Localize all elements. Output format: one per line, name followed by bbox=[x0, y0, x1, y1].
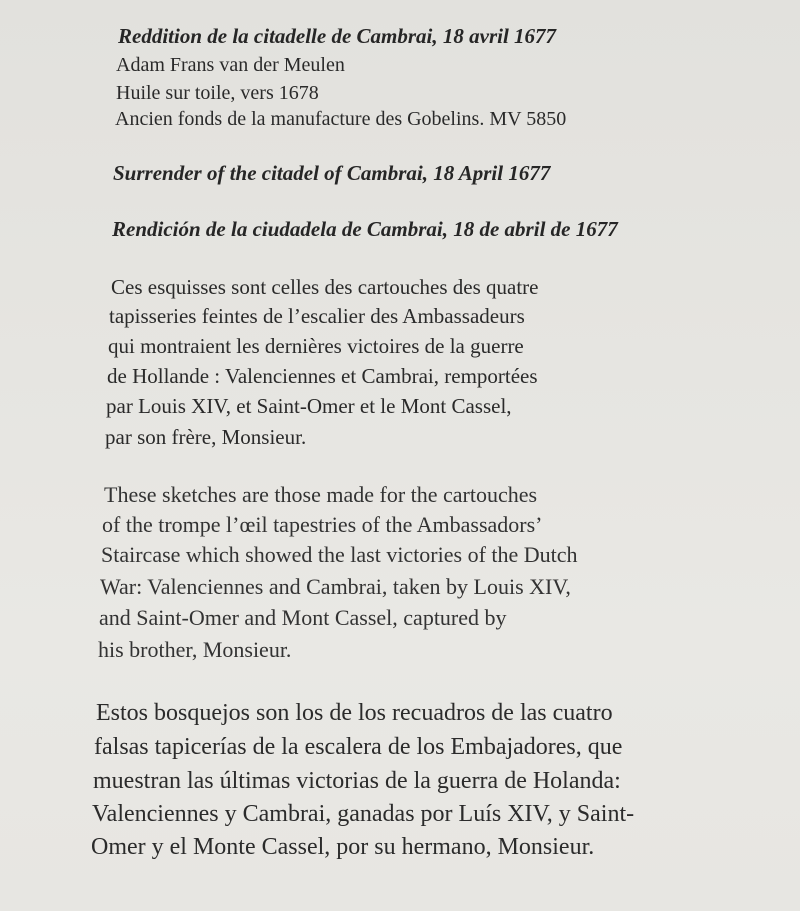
paragraph-es-line: Valenciennes y Cambrai, ganadas por Luís XIV, y Saint- bbox=[92, 801, 635, 827]
title-french: Reddition de la citadelle de Cambrai, 18 avril 1677 bbox=[118, 24, 557, 48]
provenance-line bbox=[115, 108, 566, 131]
paragraph-fr-line: par Louis XIV, et Saint-Omer et le Mont Cassel, bbox=[106, 394, 512, 418]
paragraph-es-line: muestran las últimas victorias de la guerra de Holanda: bbox=[93, 768, 621, 794]
paragraph-en-line: Staircase which showed the last victories of the Dutch bbox=[101, 542, 578, 567]
paragraph-en-line: of the trompe l’œil tapestries of the Ambassadors’ bbox=[102, 512, 543, 537]
title-spanish: Rendición de la ciudadela de Cambrai, 18 de abril de 1677 bbox=[112, 217, 618, 241]
artist-name: Adam Frans van der Meulen bbox=[116, 54, 345, 76]
paragraph-es-line: falsas tapicerías de la escalera de los Embajadores, que bbox=[94, 734, 623, 760]
inventory-number: MV 5850 bbox=[489, 108, 567, 130]
paragraph-es-line: Omer y el Monte Cassel, por su hermano, Monsieur. bbox=[91, 834, 595, 860]
paragraph-fr-line: qui montraient les dernières victoires de la guerre bbox=[108, 334, 524, 358]
title-english: Surrender of the citadel of Cambrai, 18 April 1677 bbox=[113, 161, 551, 185]
paragraph-fr-line: par son frère, Monsieur. bbox=[105, 425, 307, 449]
paragraph-en-line: These sketches are those made for the cartouches bbox=[104, 482, 538, 507]
paragraph-fr-line: de Hollande : Valenciennes et Cambrai, remportées bbox=[107, 364, 538, 388]
paragraph-en-line: his brother, Monsieur. bbox=[98, 637, 292, 662]
medium-date: Huile sur toile, vers 1678 bbox=[116, 82, 319, 104]
paragraph-fr-line: tapisseries feintes de l’escalier des Ambassadeurs bbox=[109, 304, 525, 328]
paragraph-fr-line: Ces esquisses sont celles des cartouches des quatre bbox=[111, 275, 539, 299]
paragraph-es-line: Estos bosquejos son los de los recuadros de las cuatro bbox=[96, 700, 613, 726]
paragraph-en-line: and Saint-Omer and Mont Cassel, captured by bbox=[99, 605, 507, 630]
provenance-text: Ancien fonds de la manufacture des Gobelins. bbox=[115, 108, 485, 130]
paragraph-en-line: War: Valenciennes and Cambrai, taken by Louis XIV, bbox=[100, 574, 571, 599]
